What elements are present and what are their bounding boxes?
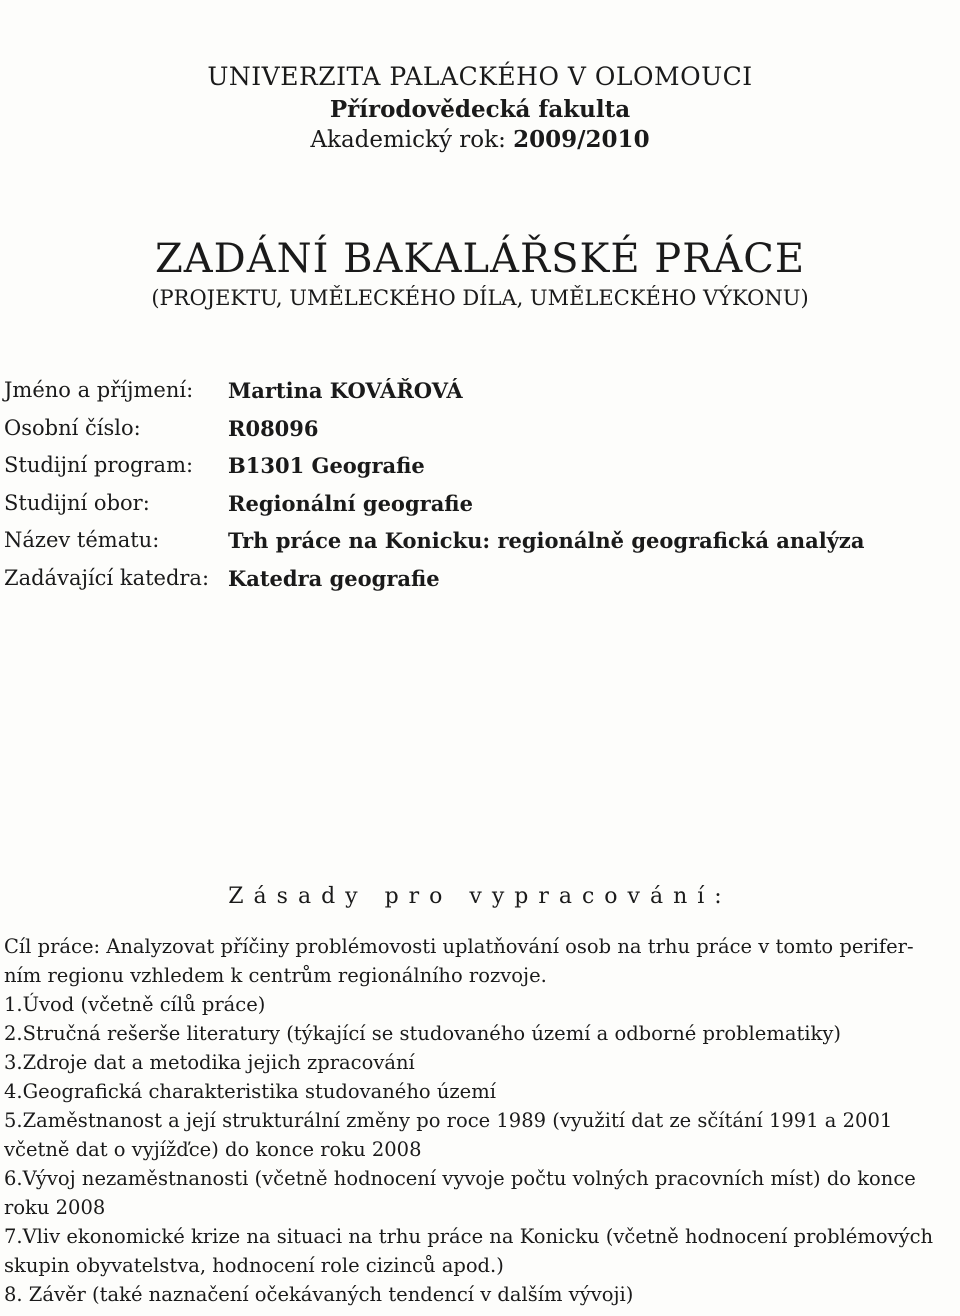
academic-year-value: 2009/2010	[513, 126, 650, 153]
info-label: Studijní program:	[4, 453, 194, 477]
info-value: B1301 Geografie	[228, 453, 425, 478]
document-subtitle: (PROJEKTU, UMĚLECKÉHO DÍLA, UMĚLECKÉHO VÝKONU)	[151, 286, 809, 310]
principles-body	[4, 932, 958, 1309]
body-line: 7.Vliv ekonomické krize na situaci na trhu práce na Konicku (včetně hodnocení problémových	[4, 1225, 934, 1248]
body-line: 1.Úvod (včetně cílů práce)	[4, 993, 266, 1016]
info-label: Název tématu:	[4, 528, 160, 552]
info-value: Katedra geografie	[228, 565, 440, 591]
academic-year	[0, 126, 960, 153]
info-value: Regionální geografie	[228, 490, 473, 516]
body-line: ním regionu vzhledem k centrům regionálního rozvoje.	[4, 964, 547, 987]
info-value: Martina KOVÁŘOVÁ	[228, 378, 463, 403]
body-line: 4.Geografická charakteristika studovaného území	[4, 1080, 496, 1103]
info-value: R08096	[228, 415, 319, 441]
body-line: 2.Stručná rešerše literatury (týkající se studovaného území a odborné problematiky)	[4, 1022, 841, 1045]
info-label: Zadávající katedra:	[4, 565, 210, 590]
body-line: 3.Zdroje dat a metodika jejich zpracování	[4, 1051, 415, 1074]
info-value: Trh práce na Konicku: regionálně geografická analýza	[228, 528, 865, 553]
academic-year-label: Akademický rok:	[310, 127, 506, 153]
info-label: Osobní číslo:	[4, 415, 141, 440]
body-line: 8. Závěr (také naznačení očekávaných tendencí v dalším vývoji)	[4, 1283, 634, 1306]
document-title: ZADÁNÍ BAKALÁŘSKÉ PRÁCE	[154, 236, 806, 282]
university-name: UNIVERZITA PALACKÉHO V OLOMOUCI	[207, 62, 753, 91]
principles-heading: Zásady pro vypracování:	[228, 884, 732, 909]
faculty-name: Přírodovědecká fakulta	[329, 96, 631, 123]
body-line: včetně dat o vyjížďce) do konce roku 2008	[4, 1138, 422, 1161]
body-line: skupin obyvatelstva, hodnocení role cizinců apod.)	[4, 1254, 504, 1277]
body-line: 6.Vývoj nezaměstnanosti (včetně hodnocení vyvoje počtu volných pracovních míst) do konce	[4, 1167, 916, 1190]
info-label: Jméno a příjmení:	[4, 378, 194, 402]
body-line: roku 2008	[4, 1196, 106, 1219]
body-line: Cíl práce: Analyzovat příčiny problémovosti uplatňování osob na trhu práce v tomto perifer-	[4, 935, 914, 958]
info-label: Studijní obor:	[4, 490, 150, 515]
body-line: 5.Zaměstnanost a její strukturální změny po roce 1989 (využití dat ze sčítání 1991 a 2001	[4, 1109, 893, 1132]
